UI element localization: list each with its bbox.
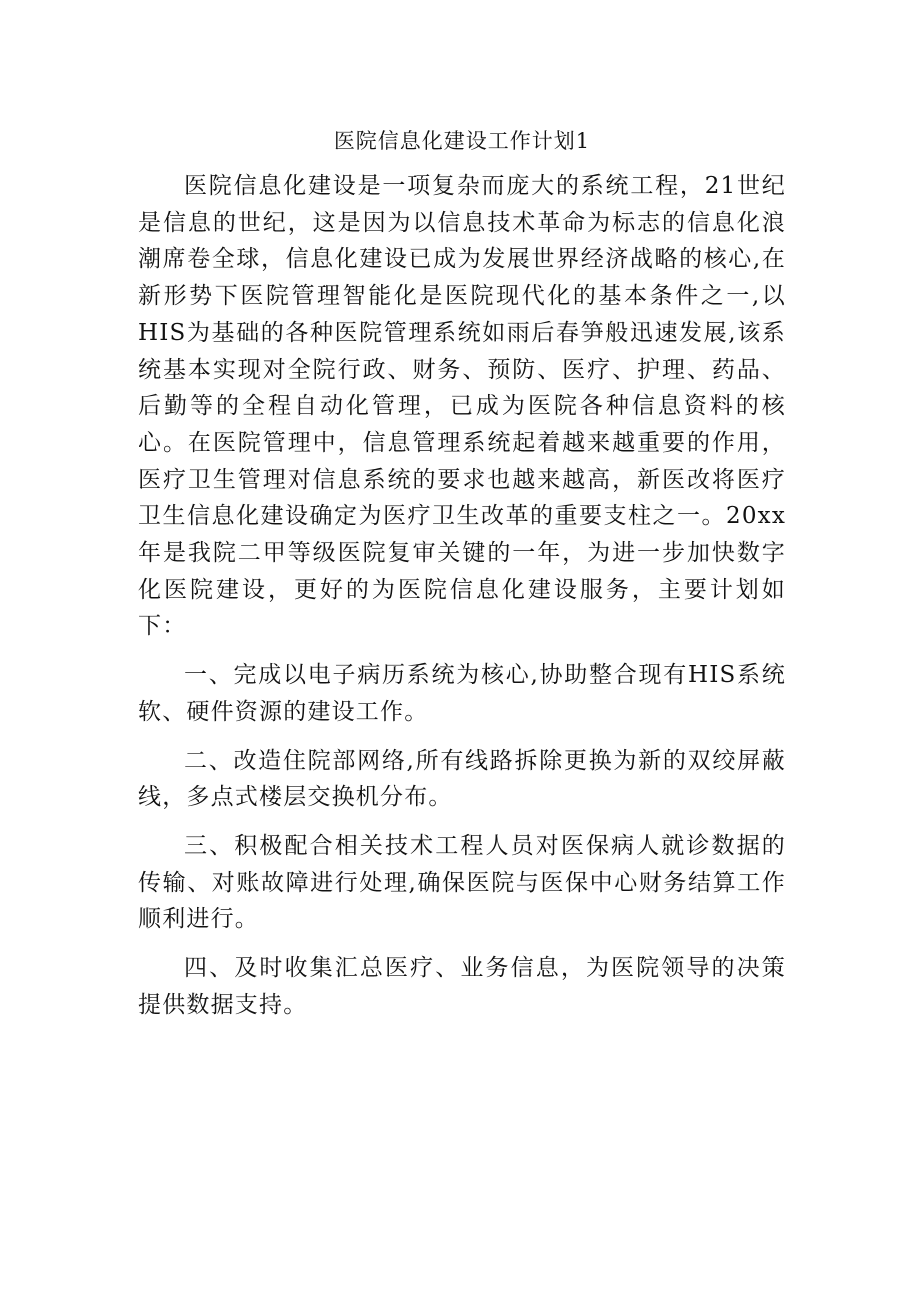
paragraph-item-1: 一、完成以电子病历系统为核心,协助整合现有HIS系统软、硬件资源的建设工作。 <box>138 662 786 725</box>
paragraph-item-4: 四、及时收集汇总医疗、业务信息，为医院领导的决策提供数据支持。 <box>138 955 786 1018</box>
document-title: 医院信息化建设工作计划1 <box>333 129 591 153</box>
paragraph-intro: 医院信息化建设是一项复杂而庞大的系统工程，21世纪是信息的世纪，这是因为以信息技术革命为标志的信息化浪潮席卷全球，信息化建设已成为发展世界经济战略的核心,在新形势下医院管理智能化是医院现代化的基本条件之一,以HIS为基础的各种医院管理系统如雨后春笋般迅速发展,该系统基本实现对全院行政、财务、预防、医疗、护理、药品、后勤等的全程自动化管理，已成为医院各种信息资料的核心。在医院管理中，信息管理系统起着越来越重要的作用，医疗卫生管理对信息系统的要求也越来越高，新医改将医疗卫生信息化建设确定为医疗卫生改革的重要支柱之一。20xx年是我院二甲等级医院复审关键的一年，为进一步加快数字化医院建设，更好的为医院信息化建设服务，主要计划如下： <box>138 173 786 640</box>
paragraph-item-2: 二、改造住院部网络,所有线路拆除更换为新的双绞屏蔽线，多点式楼层交换机分布。 <box>138 747 786 811</box>
paragraph-item-3: 三、积极配合相关技术工程人员对医保病人就诊数据的传输、对账故障进行处理,确保医院与医保中心财务结算工作顺利进行。 <box>138 832 786 933</box>
